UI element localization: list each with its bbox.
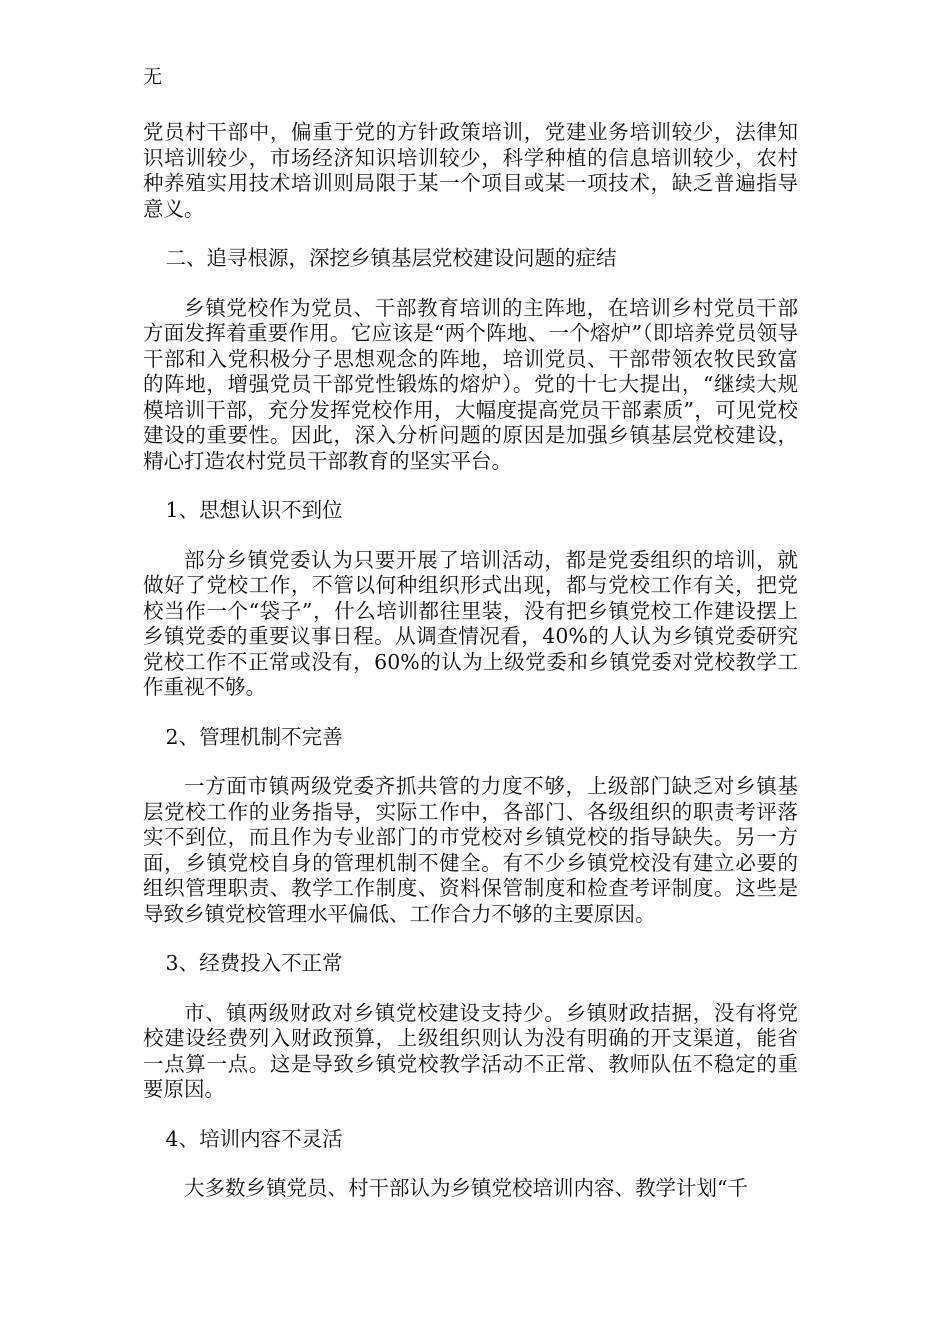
body-paragraph: 党员村干部中，偏重于党的方针政策培训，党建业务培训较少，法律知识培训较少，市场经济知识培训较少，科学种植的信息培训较少，农村种养殖实用技术培训则局限于某一个项目或某一项技术，缺乏普遍指导意义。 <box>143 120 798 221</box>
page-header-label: 无 <box>143 66 163 88</box>
body-paragraph: 一方面市镇两级党委齐抓共管的力度不够，上级部门缺乏对乡镇基层党校工作的业务指导，实际工作中，各部门、各级组织的职责考评落实不到位，而且作为专业部门的市党校对乡镇党校的指导缺失。另一方面，乡镇党校自身的管理机制不健全。有不少乡镇党校没有建立必要的组织管理职责、教学工作制度、资料保管制度和检查考评制度。这些是导致乡镇党校管理水平偏低、工作合力不够的主要原因。 <box>143 774 798 926</box>
body-paragraph: 市、镇两级财政对乡镇党校建设支持少。乡镇财政拮据，没有将党校建设经费列入财政预算，上级组织则认为没有明确的开支渠道，能省一点算一点。这是导致乡镇党校教学活动不正常、教师队伍不稳定的重要原因。 <box>143 1000 798 1101</box>
section-heading: 二、追寻根源，深挖乡镇基层党校建设问题的症结 <box>165 246 617 270</box>
section-heading: 1、思想认识不到位 <box>165 498 343 522</box>
body-paragraph: 乡镇党校作为党员、干部教育培训的主阵地，在培训乡村党员干部方面发挥着重要作用。它应该是“两个阵地、一个熔炉”（即培养党员领导干部和入党积极分子思想观念的阵地，培训党员、干部带领农牧民致富的阵地，增强党员干部党性锻炼的熔炉）。党的十七大提出，“继续大规模培训干部，充分发挥党校作用，大幅度提高党员干部素质”，可见党校建设的重要性。因此，深入分析问题的原因是加强乡镇基层党校建设，精心打造农村党员干部教育的坚实平台。 <box>143 295 798 473</box>
section-heading: 2、管理机制不完善 <box>165 724 343 749</box>
body-paragraph: 部分乡镇党委认为只要开展了培训活动，都是党委组织的培训，就做好了党校工作，不管以何种组织形式出现，都与党校工作有关，把党校当作一个“袋子”，什么培训都往里装，没有把乡镇党校工作建设摆上乡镇党委的重要议事日程。从调查情况看，40%的人认为乡镇党委研究党校工作不正常或没有，60%的认为上级党委和乡镇党委对党校教学工作重视不够。 <box>143 547 798 699</box>
body-paragraph: 大多数乡镇党员、村干部认为乡镇党校培训内容、教学计划“千 <box>184 1176 748 1200</box>
section-heading: 4、培训内容不灵活 <box>165 1126 343 1151</box>
document-body <box>143 120 798 1226</box>
section-heading: 3、经费投入不正常 <box>165 951 343 975</box>
